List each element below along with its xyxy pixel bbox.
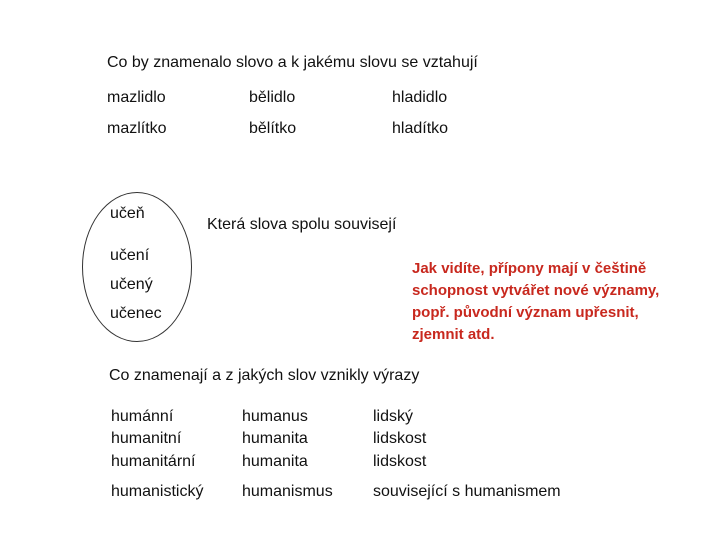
word-ucenec: učenec: [110, 305, 162, 322]
table-cell: humanita: [242, 430, 308, 447]
note-line: Jak vidíte, přípony mají v češtině: [412, 260, 647, 277]
table-cell: humanus: [242, 408, 308, 425]
suffix-note: [412, 258, 682, 346]
word-hladitko: hladítko: [392, 120, 449, 137]
family-prompt: Která slova spolu souvisejí: [207, 216, 397, 233]
question-2-title: Co znamenají a z jakých slov vznikly výrazy: [109, 367, 420, 384]
table-cell: humanistický: [111, 483, 204, 500]
word-mazlidlo: mazlidlo: [107, 89, 166, 106]
note-line: zjemnit atd.: [412, 326, 495, 343]
table-cell: lidský: [373, 408, 414, 425]
word-belidlo: bělidlo: [249, 89, 296, 106]
table-cell: lidskost: [373, 453, 427, 470]
table-cell: lidskost: [373, 430, 427, 447]
table-cell: humanita: [242, 453, 308, 470]
note-line: popř. původní význam upřesnit,: [412, 304, 639, 321]
table-cell: humanitární: [111, 453, 196, 470]
word-belitko: bělítko: [249, 120, 297, 137]
word-ucen: učeň: [110, 205, 145, 222]
table-cell: humanitní: [111, 430, 182, 447]
word-uceny: učený: [110, 276, 153, 293]
table-cell: humanismus: [242, 483, 333, 500]
table-cell: humánní: [111, 408, 174, 425]
question-1-title: Co by znamenalo slovo a k jakému slovu se vztahují: [107, 54, 478, 71]
word-uceni: učení: [110, 247, 150, 264]
word-mazlitko: mazlítko: [107, 120, 167, 137]
note-line: schopnost vytvářet nové významy,: [412, 282, 660, 299]
word-hladidlo: hladidlo: [392, 89, 448, 106]
table-cell: související s humanismem: [373, 483, 561, 500]
